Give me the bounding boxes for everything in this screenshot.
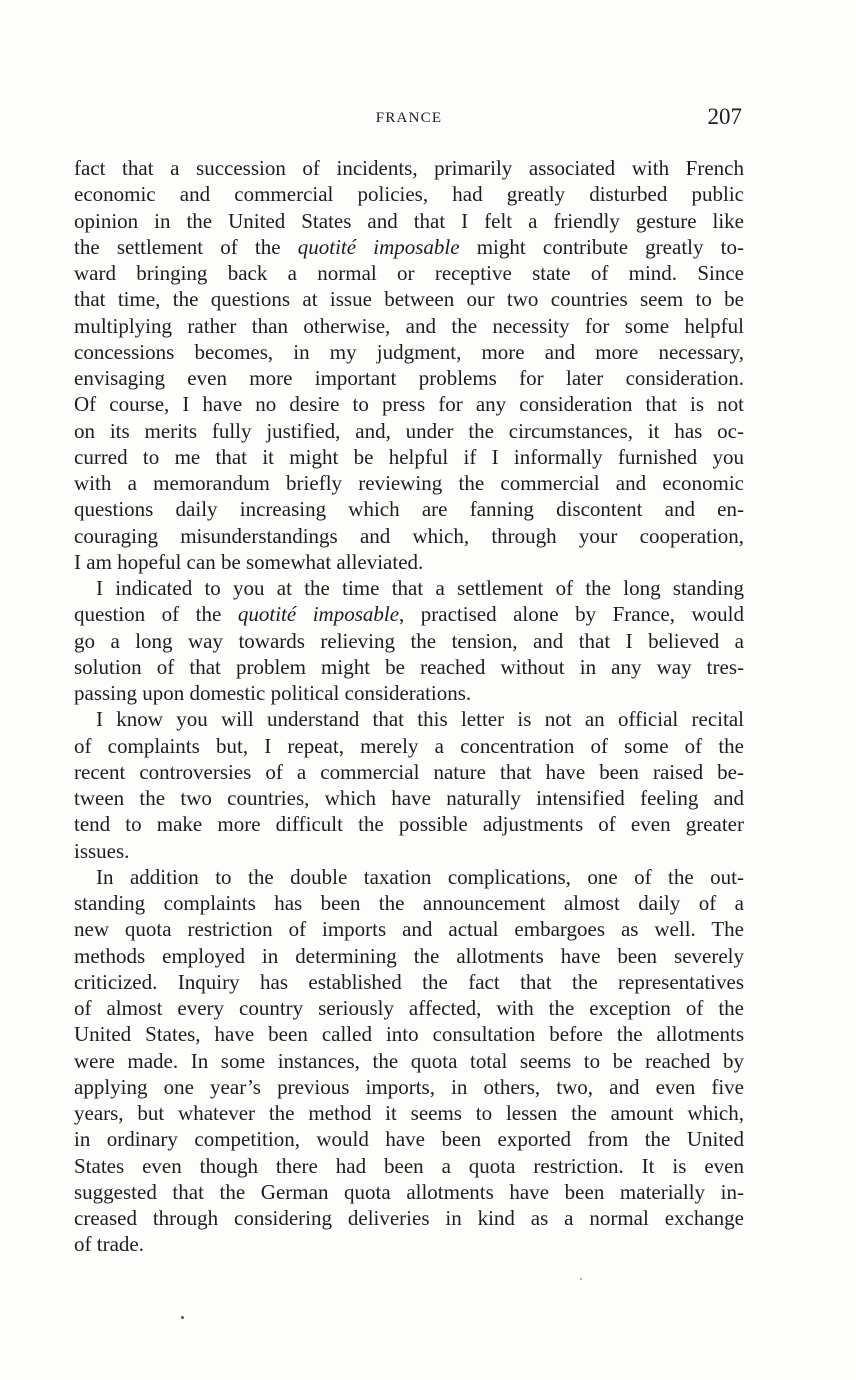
text-line: of trade. xyxy=(74,1232,144,1257)
text-line: with a memorandum briefly reviewing the commercial and economic xyxy=(74,471,744,495)
text-line: United States, have been called into consultation before the allotments xyxy=(74,1022,744,1047)
text-line: years, but whatever the method it seems to lessen the amount which, xyxy=(74,1101,744,1125)
text-line: I am hopeful can be somewhat alleviated. xyxy=(74,549,424,574)
text-line: Of course, I have no desire to press for any consideration that is not xyxy=(74,392,744,417)
text-line: I indicated to you at the time that a settlement of the long standing xyxy=(96,576,744,600)
text-line xyxy=(74,234,744,260)
text-line: criticized. Inquiry has established the fact that the representatives xyxy=(74,969,744,994)
text-line: solution of that problem might be reached without in any way tres- xyxy=(74,654,744,679)
text-line: couraging misunderstandings and which, through your cooperation, xyxy=(74,523,744,548)
text-line: fact that a succession of incidents, primarily associated with French xyxy=(74,156,744,180)
text-line: concessions becomes, in my judgment, more and more necessary, xyxy=(74,339,744,364)
text-line: new quota restriction of imports and actual embargoes as well. The xyxy=(74,917,744,942)
text-line: that time, the questions at issue between our two countries seem to be xyxy=(74,287,744,312)
text-line: tend to make more difficult the possible adjustments of even greater xyxy=(74,812,744,837)
page-number: 207 xyxy=(707,104,742,129)
text-line: economic and commercial policies, had greatly disturbed public xyxy=(74,182,744,207)
text-line: methods employed in determining the allotments have been severely xyxy=(74,943,744,968)
text-segment: , practised alone by France, would xyxy=(399,602,744,627)
text-line: recent controversies of a commercial nature that have been raised be- xyxy=(74,759,744,784)
text-line: suggested that the German quota allotments have been materially in- xyxy=(74,1179,744,1204)
text-line: applying one year’s previous imports, in others, two, and even five xyxy=(74,1074,744,1099)
text-line: issues. xyxy=(74,838,130,863)
text-line: I know you will understand that this letter is not an official recital xyxy=(96,707,744,732)
text-line: go a long way towards relieving the tension, and that I believed a xyxy=(74,628,744,653)
italic-term: quotité imposable xyxy=(237,602,400,627)
text-line: opinion in the United States and that I felt a friendly gesture like xyxy=(74,208,744,233)
text-line: envisaging even more important problems for later consideration. xyxy=(74,366,744,390)
text-segment: the settlement of the xyxy=(74,234,298,259)
body-text xyxy=(74,155,744,1258)
text-line: creased through considering deliveries in kind as a normal exchange xyxy=(74,1206,744,1230)
text-line: in ordinary competition, would have been exported from the United xyxy=(74,1127,744,1152)
text-line: curred to me that it might be helpful if I informally furnished you xyxy=(74,444,744,469)
italic-term: quotité imposable xyxy=(297,234,460,259)
scan-speck xyxy=(181,1316,184,1319)
running-title: FRANCE xyxy=(375,110,443,126)
scan-speck xyxy=(580,1278,582,1280)
text-line xyxy=(74,601,744,627)
running-head xyxy=(74,104,744,136)
text-line: on its merits fully justified, and, under the circumstances, it has oc- xyxy=(74,418,744,443)
text-line: passing upon domestic political considerations. xyxy=(74,681,472,705)
text-line: standing complaints has been the announcement almost daily of a xyxy=(74,891,744,915)
text-line: ward bringing back a normal or receptive state of mind. Since xyxy=(74,261,744,285)
text-line: questions daily increasing which are fanning discontent and en- xyxy=(74,497,744,522)
text-segment: question of the xyxy=(74,602,238,627)
text-line: of almost every country seriously affected, with the exception of the xyxy=(74,996,744,1020)
text-segment: might contribute greatly to- xyxy=(459,234,744,259)
text-line: tween the two countries, which have naturally intensified feeling and xyxy=(74,786,744,810)
text-line: In addition to the double taxation complications, one of the out- xyxy=(96,864,744,889)
text-line: States even though there had been a quota restriction. It is even xyxy=(74,1153,744,1178)
text-line: of complaints but, I repeat, merely a concentration of some of the xyxy=(74,733,744,758)
text-line: multiplying rather than otherwise, and the necessity for some helpful xyxy=(74,313,744,338)
text-line: were made. In some instances, the quota total seems to be reached by xyxy=(74,1048,744,1073)
